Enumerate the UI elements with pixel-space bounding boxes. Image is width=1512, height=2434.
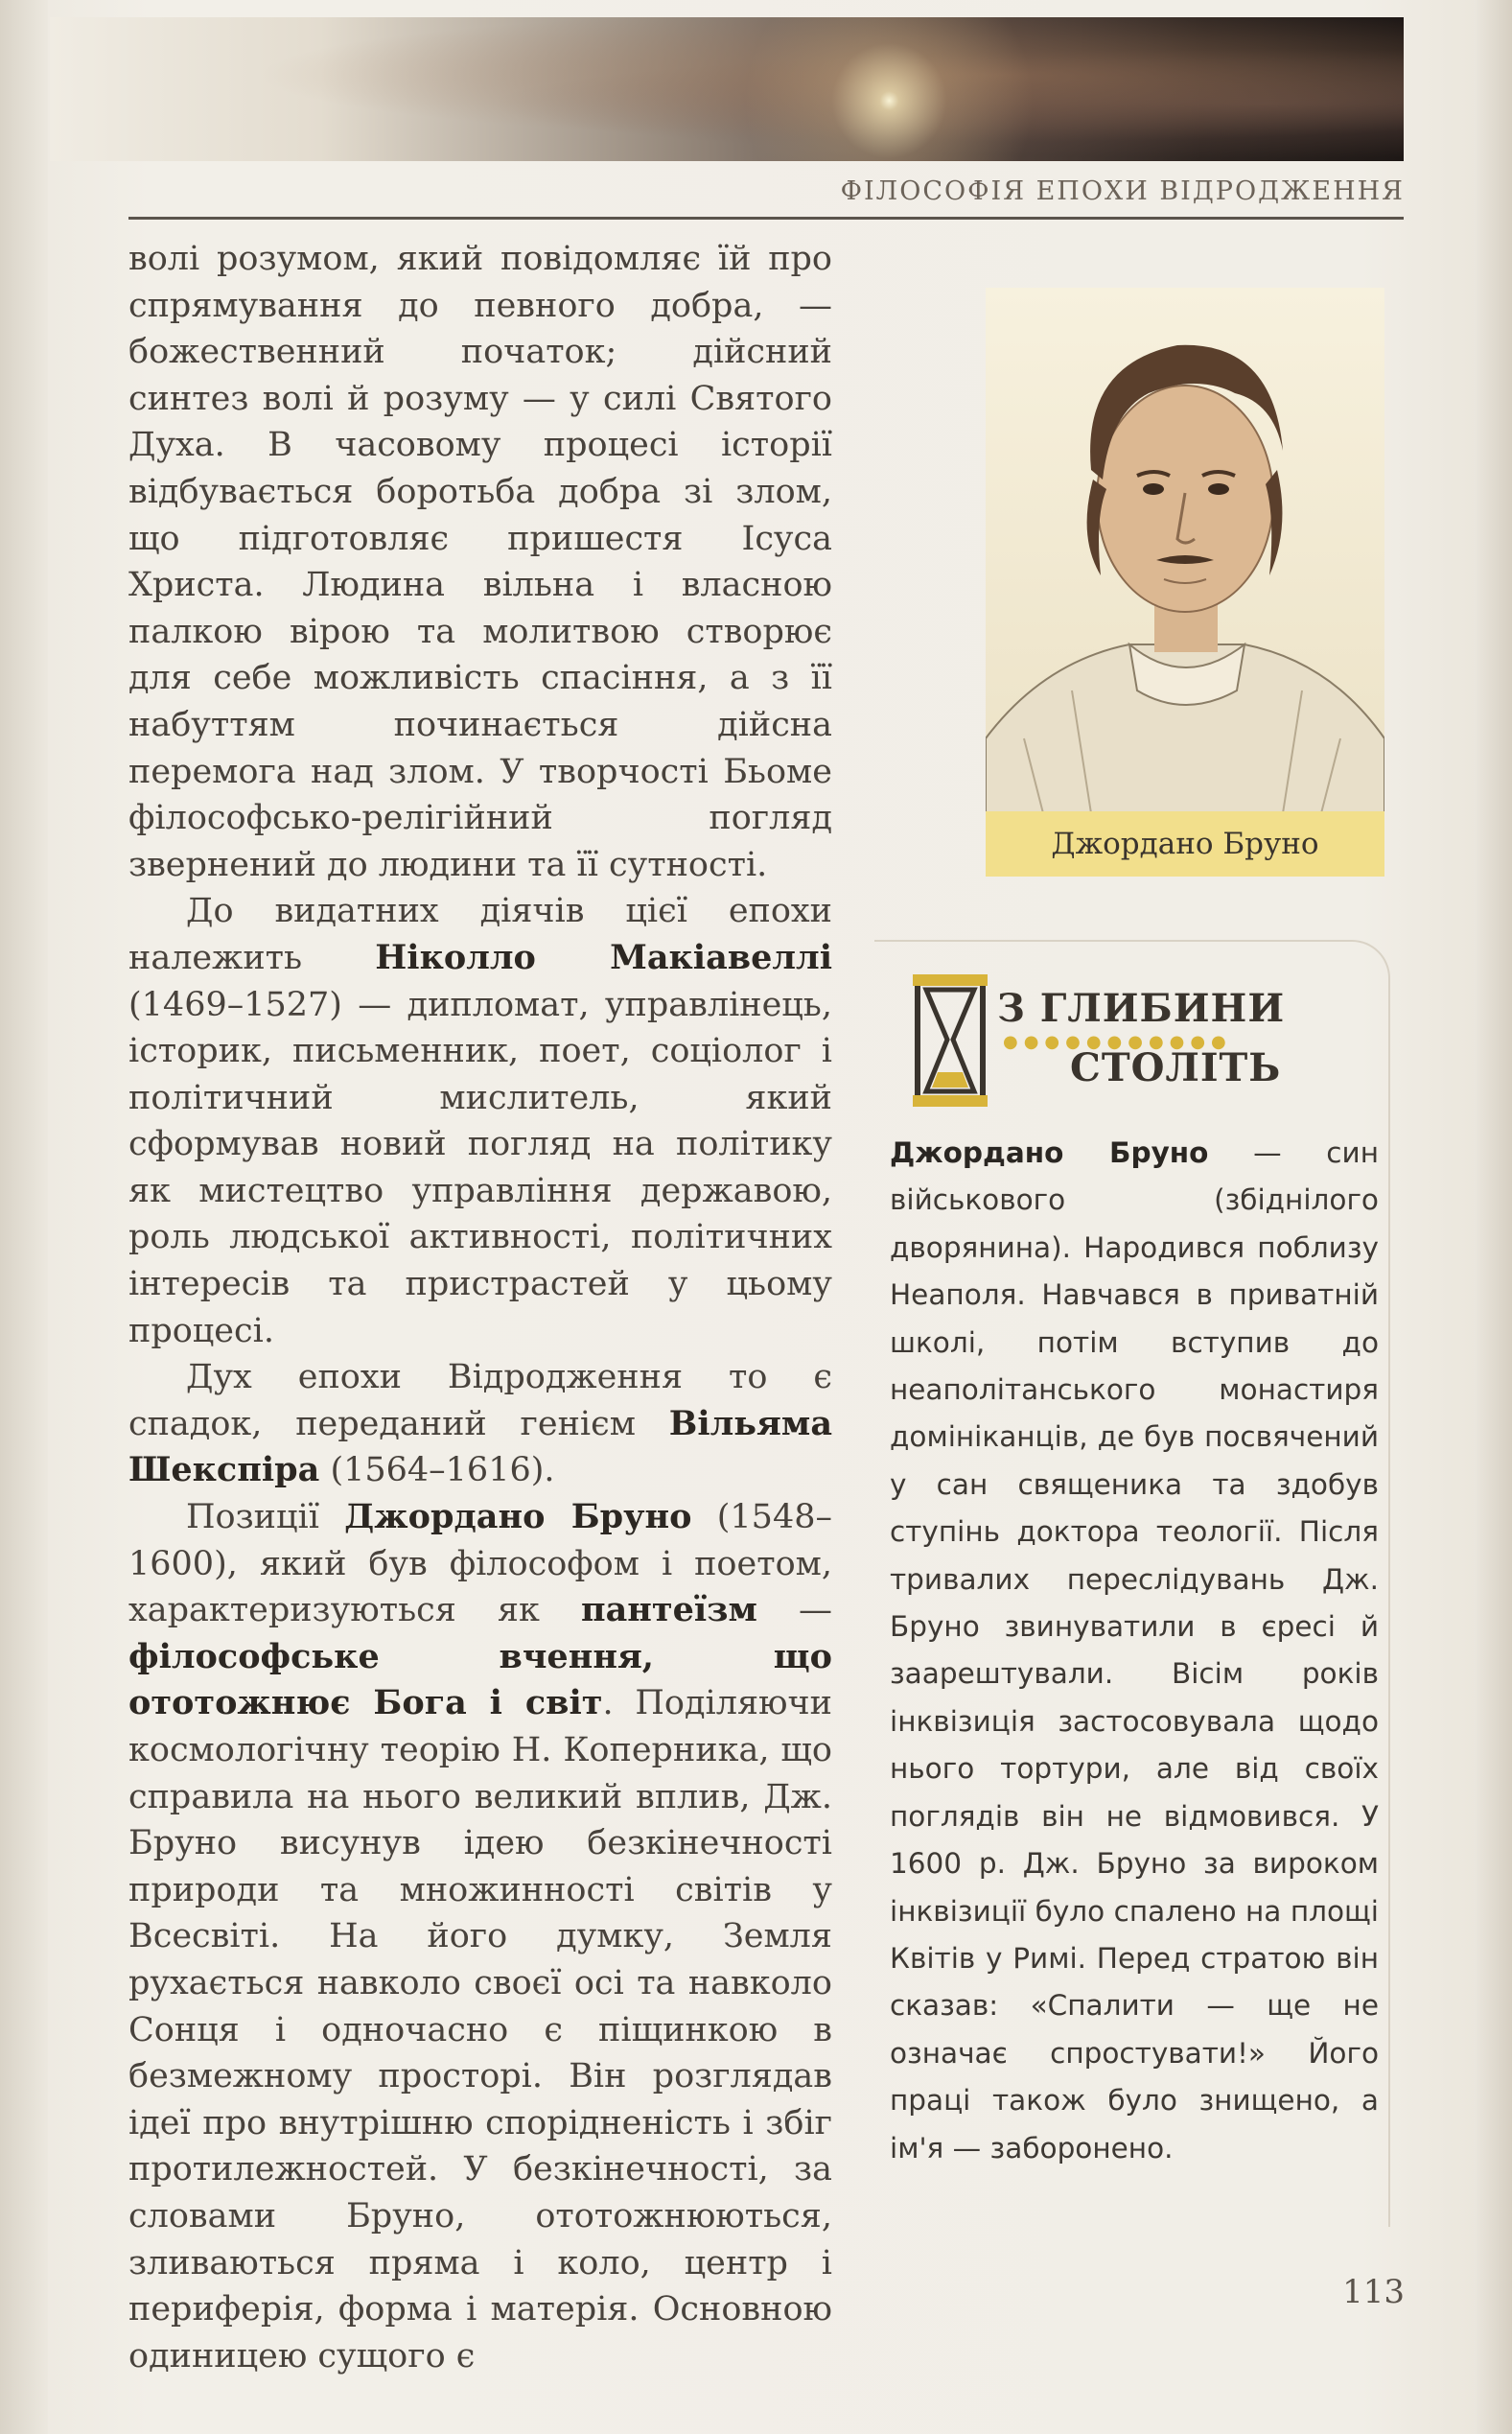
sidebar-title-line2: СТОЛІТЬ [1070, 1045, 1282, 1090]
paragraph-1: волі розумом, який повідомляє їй про спрямування до певного добра, — божественний початок; дійсний синтез волі й розуму — у силі Святого Духа. В часовому процесі історії відбувається боротьба добра зі злом, що підготовляє пришестя Ісуса Христа. Людина вільна і власною палкою вірою та молитвою створює для себе можливість спасіння, а з її набуттям починається дійсна перемога над злом. У творчості Бьоме філософсько-релігійний погляд звернений до людини та її сутності. [128, 240, 832, 884]
header-rule [128, 217, 1404, 220]
portrait-image [986, 288, 1384, 813]
hourglass-icon [905, 969, 995, 1112]
name-bruno: Джордано Бруно [344, 1497, 692, 1537]
bruno-portrait-illustration [986, 288, 1384, 813]
sidebar-text: Джордано Бруно — син військового (збіднілого дворянина). Народився поблизу Неаполя. Навчався в приватній школі, потім вступив до неаполітанського монастиря домініканців, де був посвячений у сан священика та здобув ступінь доктора теології. Після тривалих переслідувань Дж. Бруно звинуватили в єресі й заарештували. Вісім років інквізиція застосовувала щодо нього тортури, але від своїх поглядів він не відмовився. У 1600 р. Дж. Бруно за вироком інквізиції було спалено на площі Квітів у Римі. Перед стратою він сказав: «Спалити — ще не означає спростувати!» Його праці також було знищено, а ім'я — заборонено. [890, 1136, 1379, 2165]
dots-ornament-icon: ●●●●●●●●●●● [1003, 1032, 1232, 1052]
paragraph-4: Позиції Джордано Бруно (1548–1600), який був філософом і поетом, характеризуються як пантеїзм — філософське вчення, що ототожнює Бога і світ. Поділяючи космологічну теорію Н. Коперника, що справила на нього великий вплив, Дж. Бруно висунув ідею безкінечності природи та множинності світів у Всесвіті. На його думку, Земля рухається навколо своєї осі та навколо Сонця і одночасно є піщинкою в безмежному просторі. Він розглядав ідеї про внутрішню спорідненість і збіг протилежностей. У безкінечності, за словами Бруно, ототожнюються, зливаються пряма і коло, центр і периферія, форма і матерія. Основною одиницею сущого є [128, 1497, 832, 2375]
space-banner-image [50, 17, 1404, 161]
name-shakespeare: Вільяма Шекспіра [128, 1403, 832, 1490]
page-edge-left [0, 0, 48, 2434]
paragraph-2: До видатних діячів цієї епохи належить Ніколло Макіавеллі (1469–1527) — дипломат, управлінець, історик, письменник, поет, соціолог і політичний мислитель, який сформував новий погляд на політику як мистецтво управління державою, роль людської активності, політичних інтересів та пристрастей у цьому процесі. [128, 892, 832, 1350]
sidebar-title-line1: З ГЛИБИНИ [997, 986, 1286, 1031]
running-header: ФІЛОСОФІЯ ЕПОХИ ВІДРОДЖЕННЯ [840, 176, 1405, 206]
term-definition: філософське вчення, що ототожнює Бога і світ [128, 1636, 832, 1723]
page-edge-right [1474, 0, 1512, 2434]
portrait-caption: Джордано Бруно [986, 811, 1384, 877]
page-number: 113 [1342, 2273, 1405, 2311]
term-pantheism: пантеїзм [580, 1590, 757, 1630]
paragraph-3: Дух епохи Відродження то є спадок, переданий генієм Вільяма Шекспіра (1564–1616). [128, 1358, 832, 1490]
sidebar-name: Джордано Бруно [890, 1136, 1209, 1169]
main-text [128, 236, 976, 2379]
name-machiavelli: Ніколло Макіавеллі [375, 937, 832, 977]
